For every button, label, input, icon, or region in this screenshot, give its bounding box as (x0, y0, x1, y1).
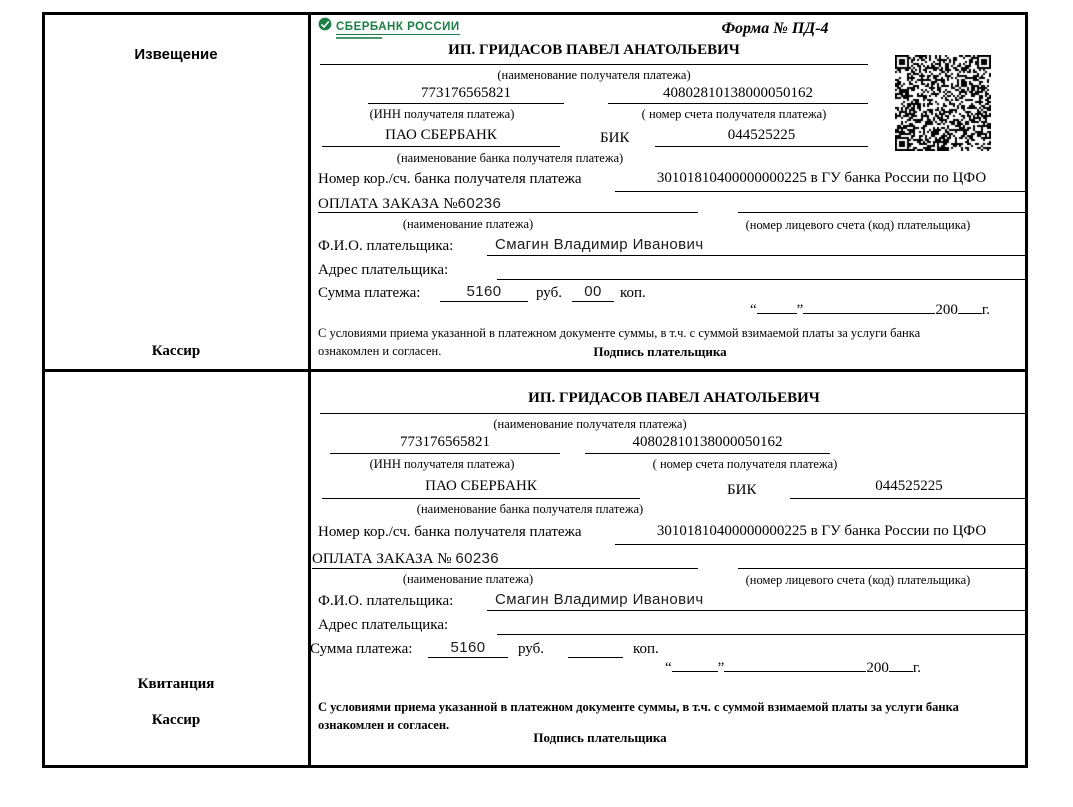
payment-name-caption: (наименование платежа) (402, 572, 534, 586)
sberbank-logo-subtext (336, 37, 382, 39)
receipt-cashier-label: Кассир (151, 712, 201, 728)
year-suffix: г. (981, 302, 991, 318)
date-line (750, 299, 990, 319)
order-number-value: 60236 (457, 195, 502, 212)
inn-value: 773176565821 (330, 434, 560, 454)
close-quote: ” (717, 660, 725, 676)
date-month-field (724, 657, 866, 672)
kop-label: коп. (633, 641, 659, 657)
sberbank-logo-icon (318, 17, 332, 36)
receipt-title: Квитанция (137, 676, 215, 692)
personal-account-caption: (номер лицевого счета (код) плательщика) (745, 218, 971, 232)
date-line (665, 657, 921, 677)
bik-value: 044525225 (790, 478, 1028, 499)
account-caption: ( номер счета получателя платежа) (652, 457, 838, 471)
date-month-field (803, 299, 935, 314)
close-quote: ” (796, 302, 804, 318)
sum-rub-value: 5160 (428, 639, 508, 658)
inn-value: 773176565821 (368, 85, 564, 104)
sum-label: Сумма платежа: (310, 641, 413, 657)
sberbank-logo (318, 17, 460, 39)
agreement-text-line2: ознакомлен и согласен. (318, 344, 442, 358)
year-prefix: 200 (866, 660, 889, 676)
recipient-name: ИП. ГРИДАСОВ ПАВЕЛ АНАТОЛЬЕВИЧ (320, 390, 1028, 414)
notice-cashier-label: Кассир (151, 343, 201, 359)
payer-address-label: Адрес плательщика: (318, 262, 449, 278)
sum-rub-value: 5160 (440, 283, 528, 302)
payment-qr-code (895, 55, 991, 151)
agreement-text-line1: С условиями приема указанной в платежном документе суммы, в т.ч. с суммой взимаемой платы за услуги банка (318, 326, 921, 340)
payment-purpose-label: ОПЛАТА ЗАКАЗА № (318, 196, 458, 212)
order-number-value: 60236 (455, 550, 500, 567)
rub-label: руб. (536, 285, 562, 301)
year-prefix: 200 (935, 302, 958, 318)
bank-name-caption: (наименование банка получателя платежа) (396, 151, 624, 165)
open-quote: “ (750, 302, 757, 318)
bik-label: БИК (727, 482, 757, 498)
corr-account-label: Номер кор./сч. банка получателя платежа (318, 171, 582, 187)
personal-account-field (738, 550, 1028, 569)
recipient-name: ИП. ГРИДАСОВ ПАВЕЛ АНАТОЛЬЕВИЧ (320, 42, 868, 65)
notice-title: Извещение (134, 46, 218, 63)
bank-name-caption: (наименование банка получателя платежа) (416, 502, 644, 516)
payment-purpose-label: ОПЛАТА ЗАКАЗА № (312, 551, 452, 567)
payer-address-value (497, 260, 1028, 280)
section-divider (42, 369, 1028, 372)
payer-address-value (497, 615, 1028, 635)
account-caption: ( номер счета получателя платежа) (641, 107, 827, 121)
payer-fio-label: Ф.И.О. плательщика: (318, 238, 454, 254)
date-year-field (889, 657, 913, 672)
corr-account-value: 30101810400000000225 в ГУ банка России по ЦФО (615, 523, 1028, 545)
form-number: Форма № ПД-4 (721, 20, 829, 37)
date-year-field (958, 299, 982, 314)
payer-fio-value: Смагин Владимир Иванович (487, 236, 1028, 256)
payer-fio-value: Смагин Владимир Иванович (487, 591, 1028, 611)
bik-value: 044525225 (655, 127, 868, 147)
payment-purpose-field (318, 195, 698, 213)
personal-account-field (738, 195, 1028, 213)
payment-purpose-field (312, 550, 698, 569)
recipient-name-caption: (наименование получателя платежа) (497, 68, 691, 82)
open-quote: “ (665, 660, 672, 676)
inn-caption: (ИНН получателя платежа) (369, 107, 515, 121)
kop-label: коп. (620, 285, 646, 301)
corr-account-value: 30101810400000000225 в ГУ банка России по ЦФО (615, 170, 1028, 192)
account-value: 40802810138000050162 (585, 434, 830, 454)
agreement-text-line2: ознакомлен и согласен. (318, 718, 450, 732)
sum-label: Сумма платежа: (318, 285, 421, 301)
payment-name-caption: (наименование платежа) (402, 217, 534, 231)
personal-account-caption: (номер лицевого счета (код) плательщика) (745, 573, 971, 587)
payer-address-label: Адрес плательщика: (318, 617, 449, 633)
rub-label: руб. (518, 641, 544, 657)
sum-kop-value (568, 639, 623, 658)
bank-name-value: ПАО СБЕРБАНК (322, 478, 640, 499)
date-day-field (757, 299, 797, 314)
bank-name-value: ПАО СБЕРБАНК (322, 127, 560, 147)
year-suffix: г. (912, 660, 922, 676)
signature-label: Подпись плательщика (593, 344, 727, 359)
corr-account-label: Номер кор./сч. банка получателя платежа (318, 524, 582, 540)
inn-caption: (ИНН получателя платежа) (369, 457, 515, 471)
agreement-text-line1: С условиями приема указанной в платежном документе суммы, в т.ч. с суммой взимаемой платы за услуги банка (318, 700, 959, 714)
sum-kop-value: 00 (572, 283, 614, 302)
recipient-name-caption: (наименование получателя платежа) (493, 417, 687, 431)
signature-label: Подпись плательщика (533, 730, 667, 745)
payer-fio-label: Ф.И.О. плательщика: (318, 593, 454, 609)
sberbank-logo-text: СБЕРБАНК РОССИИ (336, 21, 460, 33)
account-value: 40802810138000050162 (608, 85, 868, 104)
bik-label: БИК (600, 130, 630, 146)
date-day-field (672, 657, 718, 672)
